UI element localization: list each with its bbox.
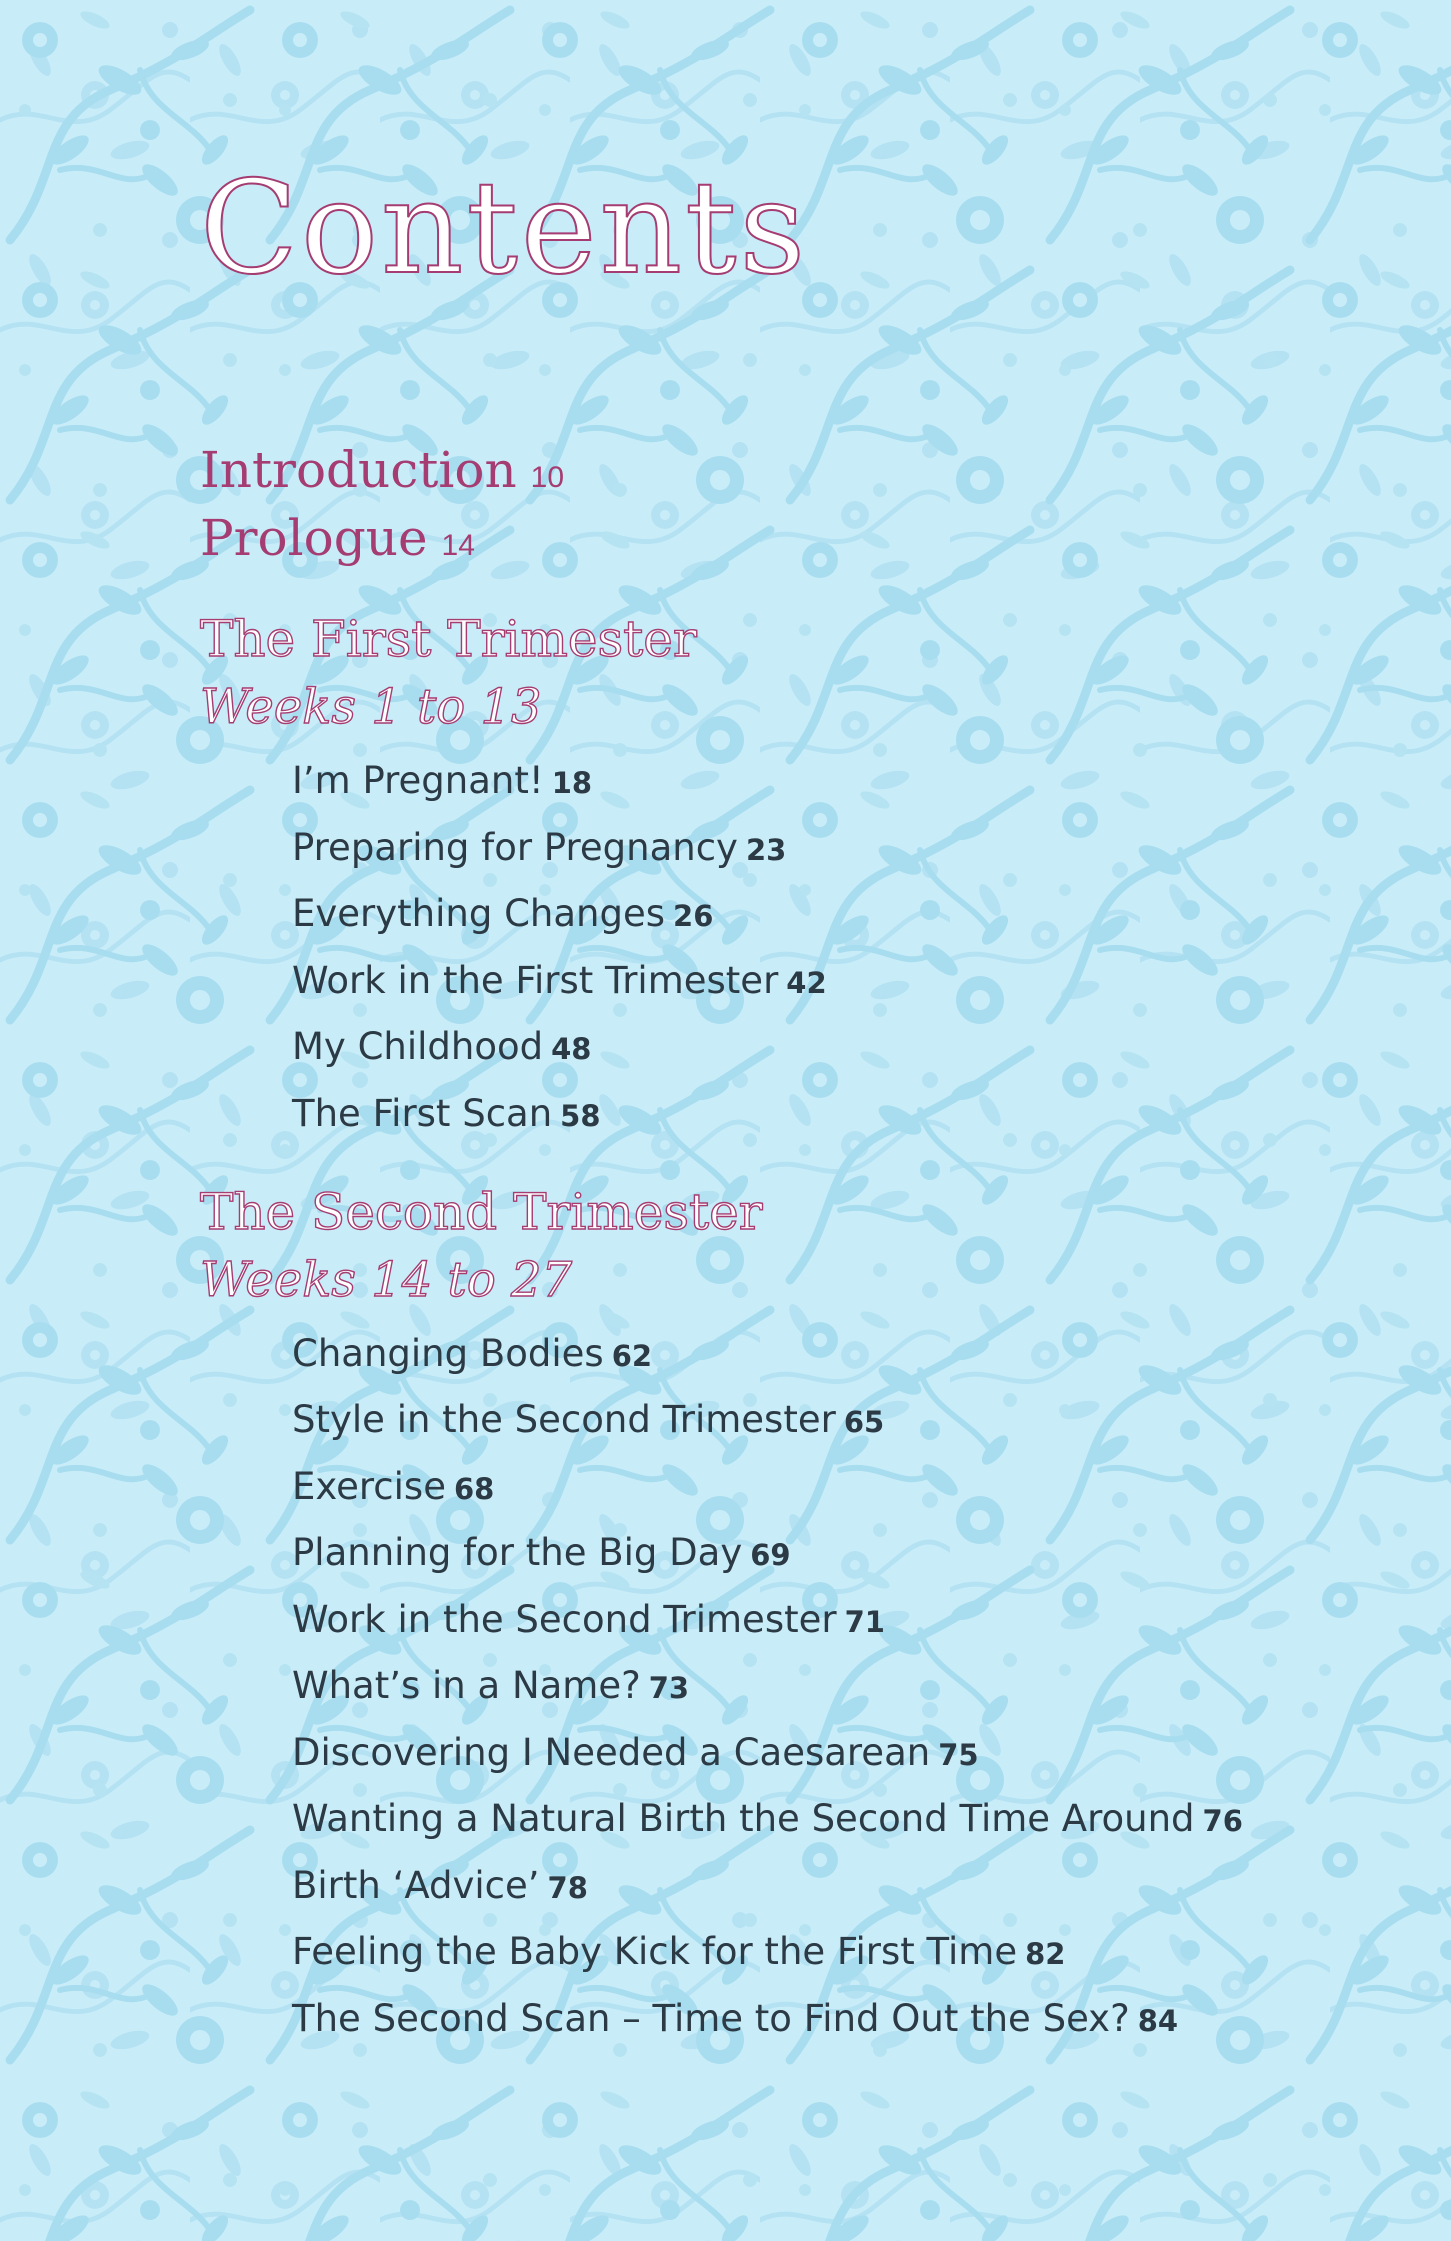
- toc-entry[interactable]: [292, 892, 714, 935]
- toc-entry-label: Planning for the Big Day: [292, 1531, 743, 1574]
- toc-entry[interactable]: [292, 1025, 592, 1068]
- toc-entry[interactable]: [292, 826, 787, 869]
- toc-entry-label: The Second Scan – Time to Find Out the Sex?: [292, 1997, 1130, 2040]
- toc-entry-page: 14: [441, 529, 475, 562]
- toc-entry[interactable]: [292, 1398, 885, 1441]
- toc-entry[interactable]: [292, 1731, 979, 1774]
- toc-entry[interactable]: [292, 1531, 791, 1574]
- toc-entry-page: 65: [843, 1405, 885, 1439]
- toc-entry-label: Style in the Second Trimester: [292, 1398, 836, 1441]
- toc-entry-label: Introduction: [200, 441, 517, 499]
- toc-entry-label: What’s in a Name?: [292, 1664, 641, 1707]
- toc-entry-page: 42: [786, 966, 827, 1000]
- toc-entry-label: Work in the First Trimester: [292, 959, 779, 1002]
- toc-entry-page: 18: [551, 766, 593, 800]
- part-subtitle-first-trimester: Weeks 1 to 13: [200, 679, 542, 735]
- toc-entry-page: 82: [1025, 1937, 1066, 1971]
- toc-entry[interactable]: [292, 1797, 1243, 1840]
- toc-entry-label: Prologue: [200, 509, 428, 567]
- toc-entry[interactable]: [292, 1997, 1179, 2040]
- toc-entry-label: Changing Bodies: [292, 1332, 604, 1375]
- toc-entry-page: 58: [560, 1099, 601, 1133]
- toc-entry-page: 84: [1137, 2004, 1179, 2038]
- toc-entry-page: 26: [673, 899, 714, 933]
- toc-entry-page: 73: [648, 1671, 690, 1705]
- contents-title: Contents: [200, 154, 809, 303]
- toc-entry-page: 62: [611, 1339, 653, 1373]
- toc-entry-label: The First Scan: [292, 1092, 553, 1135]
- toc-entry-label: I’m Pregnant!: [292, 759, 544, 802]
- part-title-first-trimester: The First Trimester: [200, 610, 697, 668]
- toc-entry-label: Everything Changes: [292, 892, 666, 935]
- toc-entry[interactable]: [292, 759, 593, 802]
- toc-entry[interactable]: [292, 1092, 601, 1135]
- toc-entry[interactable]: [292, 1598, 885, 1641]
- toc-entry-page: 68: [453, 1472, 495, 1506]
- toc-entry-introduction[interactable]: [200, 441, 565, 499]
- toc-entry-page: 48: [551, 1032, 592, 1066]
- toc-entry-label: Discovering I Needed a Caesarean: [292, 1731, 931, 1774]
- toc-entry-page: 76: [1202, 1804, 1243, 1838]
- toc-entry-page: 69: [750, 1538, 791, 1572]
- toc-entry[interactable]: [292, 1930, 1066, 1973]
- toc-entry-label: Exercise: [292, 1465, 446, 1508]
- toc-entry-page: 10: [530, 461, 565, 494]
- toc-entry[interactable]: [292, 1664, 690, 1707]
- toc-entry[interactable]: [292, 959, 827, 1002]
- toc-entry[interactable]: [292, 1864, 588, 1907]
- toc-entry-label: Preparing for Pregnancy: [292, 826, 738, 869]
- toc-entry[interactable]: [292, 1465, 495, 1508]
- toc-entry-label: My Childhood: [292, 1025, 544, 1068]
- toc-entry-label: Wanting a Natural Birth the Second Time Around: [292, 1797, 1195, 1840]
- toc-entry-page: 23: [745, 833, 787, 867]
- toc-entry[interactable]: [292, 1332, 653, 1375]
- part-subtitle-second-trimester: Weeks 14 to 27: [200, 1252, 573, 1308]
- toc-entry-label: Work in the Second Trimester: [292, 1598, 837, 1641]
- part-title-second-trimester: The Second Trimester: [200, 1183, 763, 1241]
- toc-entry-page: 75: [938, 1738, 979, 1772]
- toc-entry-page: 71: [844, 1605, 885, 1639]
- toc-entry-label: Feeling the Baby Kick for the First Time: [292, 1930, 1018, 1973]
- toc-entry-page: 78: [547, 1871, 588, 1905]
- toc-entry-label: Birth ‘Advice’: [292, 1864, 540, 1907]
- toc-entry-prologue[interactable]: [200, 509, 475, 567]
